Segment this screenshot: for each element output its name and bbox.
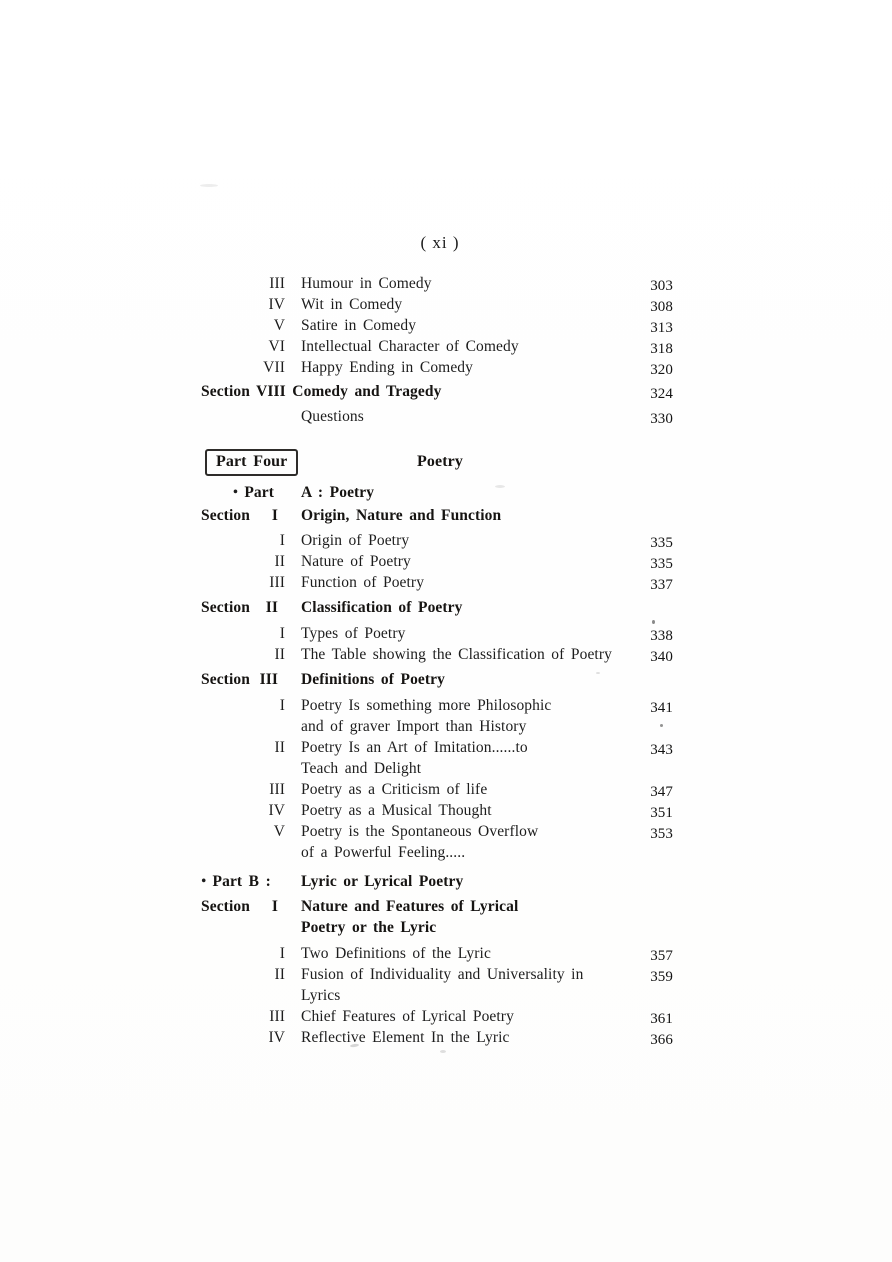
bullet-glyph: •: [201, 873, 207, 890]
part-four-title: Poetry: [417, 453, 463, 470]
toc-entry: [201, 623, 673, 644]
entry-title-line1: Poetry is the Spontaneous Overflow: [301, 823, 539, 840]
entry-numeral: III: [269, 574, 285, 591]
scan-speck: [596, 672, 600, 674]
part-a-row: [201, 482, 673, 503]
entry-page-number: 340: [650, 649, 673, 665]
bullet-glyph: •: [232, 484, 239, 501]
toc-entry: [201, 964, 673, 1006]
part-a-title: A : Poetry: [301, 484, 375, 501]
entry-title: Intellectual Character of Comedy: [301, 338, 519, 355]
entry-page-number: 313: [650, 320, 673, 336]
scan-speck: [652, 620, 655, 624]
entry-title: Reflective Element In the Lyric: [301, 1029, 510, 1046]
entry-numeral: III: [269, 275, 285, 292]
section-label-cell: [201, 669, 288, 690]
scan-smudge: [200, 184, 218, 187]
section-title: Classification of Poetry: [301, 599, 463, 616]
entry-title: Wit in Comedy: [301, 296, 403, 313]
section-label: Section: [201, 599, 250, 616]
toc-entry: [201, 1006, 673, 1027]
entry-numeral: VII: [263, 359, 285, 376]
entry-title: Poetry as a Criticism of life: [301, 781, 488, 798]
part-a-label: [201, 482, 288, 503]
entry-title-line2: and of graver Import than History: [301, 718, 527, 735]
entry-page-number: 320: [650, 362, 673, 378]
section-title-line1: Nature and Features of Lyrical: [301, 898, 519, 915]
entry-numeral: I: [279, 532, 285, 549]
toc-entry: [201, 406, 673, 427]
entry-numeral: VI: [268, 338, 285, 355]
section-label: Section: [201, 898, 250, 915]
entry-title: Happy Ending in Comedy: [301, 359, 474, 376]
entry-title-line1: Poetry Is an Art of Imitation......to: [301, 739, 528, 756]
entry-numeral: III: [269, 1008, 285, 1025]
toc-entry: [201, 695, 673, 737]
entry-numeral: II: [274, 739, 285, 756]
entry-page-number: 330: [650, 411, 673, 427]
toc-entry: [201, 821, 673, 863]
section-label-cell: [201, 896, 288, 917]
part-four-heading-row: [201, 449, 673, 476]
entry-title: Fusion of Individuality and Universality in Lyrics: [301, 966, 584, 1004]
toc-entry: [201, 357, 673, 378]
toc-entry: [201, 737, 673, 779]
section-numeral: I: [271, 898, 278, 915]
entry-numeral: II: [274, 966, 285, 983]
entry-page-number: 366: [650, 1032, 673, 1048]
entry-numeral: I: [279, 697, 285, 714]
section-numeral: III: [259, 671, 278, 688]
entry-title-line2: Teach and Delight: [301, 760, 422, 777]
page-number-header: ( xi ): [420, 233, 460, 252]
entry-title: Satire in Comedy: [301, 317, 417, 334]
section-label: Section: [201, 671, 250, 688]
entry-page-number: 335: [650, 556, 673, 572]
section-label: Section: [201, 507, 250, 524]
toc-entry: [201, 800, 673, 821]
entry-numeral: III: [269, 781, 285, 798]
toc-entry: [201, 943, 673, 964]
toc-entry: [201, 779, 673, 800]
section-heading-row: [201, 381, 673, 402]
toc-entry: [201, 551, 673, 572]
entry-numeral: I: [279, 945, 285, 962]
entry-title: [288, 737, 627, 779]
section-heading: Section VIII Comedy and Tragedy: [201, 383, 442, 400]
entry-page-number: 338: [650, 628, 673, 644]
section-numeral: II: [265, 599, 278, 616]
part-b-title: Lyric or Lyrical Poetry: [301, 873, 464, 890]
part-b-label: [201, 871, 288, 892]
entry-page-number: 357: [650, 948, 673, 964]
part-label: Part B :: [212, 873, 271, 890]
entry-title-line1: Poetry Is something more Philosophic: [301, 697, 552, 714]
entry-numeral: IV: [268, 802, 285, 819]
toc-entry: [201, 644, 673, 665]
entry-title: Nature of Poetry: [301, 553, 411, 570]
entry-page-number: 324: [650, 386, 673, 402]
entry-page-number: 318: [650, 341, 673, 357]
entry-title: Origin of Poetry: [301, 532, 410, 549]
entry-page-number: 303: [650, 278, 673, 294]
section-label-cell: [201, 597, 288, 618]
toc-entry: [201, 336, 673, 357]
section-numeral: I: [271, 507, 278, 524]
entry-title: The Table showing the Classification of Poetry: [301, 646, 612, 663]
section-title: [288, 896, 673, 938]
section-row: [201, 896, 673, 938]
entry-numeral: IV: [268, 1029, 285, 1046]
entry-title: Humour in Comedy: [301, 275, 432, 292]
section-row: [201, 669, 673, 690]
entry-page-number: 359: [650, 969, 673, 985]
entry-page-number: 337: [650, 577, 673, 593]
entry-numeral: I: [279, 625, 285, 642]
entry-title: Types of Poetry: [301, 625, 406, 642]
entry-page-number: 347: [650, 784, 673, 800]
toc-entry: [201, 572, 673, 593]
entry-title: Function of Poetry: [301, 574, 425, 591]
section-row: [201, 505, 673, 526]
part-label: Part: [244, 484, 274, 501]
part-b-row: [201, 871, 673, 892]
entry-title: Chief Features of Lyrical Poetry: [301, 1008, 514, 1025]
entry-page-number: 308: [650, 299, 673, 315]
entry-title: Poetry as a Musical Thought: [301, 802, 492, 819]
entry-title: [288, 821, 627, 863]
entry-numeral: II: [274, 646, 285, 663]
entry-numeral: V: [273, 823, 285, 840]
toc-entry: [201, 273, 673, 294]
toc-entry: [201, 315, 673, 336]
entry-numeral: IV: [268, 296, 285, 313]
section-title: Origin, Nature and Function: [301, 507, 502, 524]
toc-entry: [201, 294, 673, 315]
section-label-cell: [201, 505, 288, 526]
part-four-box: Part Four: [205, 449, 298, 476]
section-title: Definitions of Poetry: [301, 671, 445, 688]
entry-title: Questions: [301, 408, 364, 425]
entry-title-line2: of a Powerful Feeling.....: [301, 844, 466, 861]
scan-speck: [660, 724, 663, 727]
entry-page-number: 361: [650, 1011, 673, 1027]
entry-numeral: V: [273, 317, 285, 334]
entry-page-number: 335: [650, 535, 673, 551]
section-row: [201, 597, 673, 618]
entry-page-number: 343: [650, 742, 673, 758]
section-title-line2: Poetry or the Lyric: [301, 919, 437, 936]
scan-speck: [440, 1050, 446, 1053]
toc-entry: [201, 1027, 673, 1048]
entry-numeral: II: [274, 553, 285, 570]
scan-speck: [495, 485, 505, 488]
entry-title: [288, 695, 627, 737]
toc-entry: [201, 530, 673, 551]
entry-page-number: 351: [650, 805, 673, 821]
entry-title: Two Definitions of the Lyric: [301, 945, 491, 962]
entry-page-number: 353: [650, 826, 673, 842]
table-of-contents: [201, 273, 673, 1048]
entry-page-number: 341: [650, 700, 673, 716]
